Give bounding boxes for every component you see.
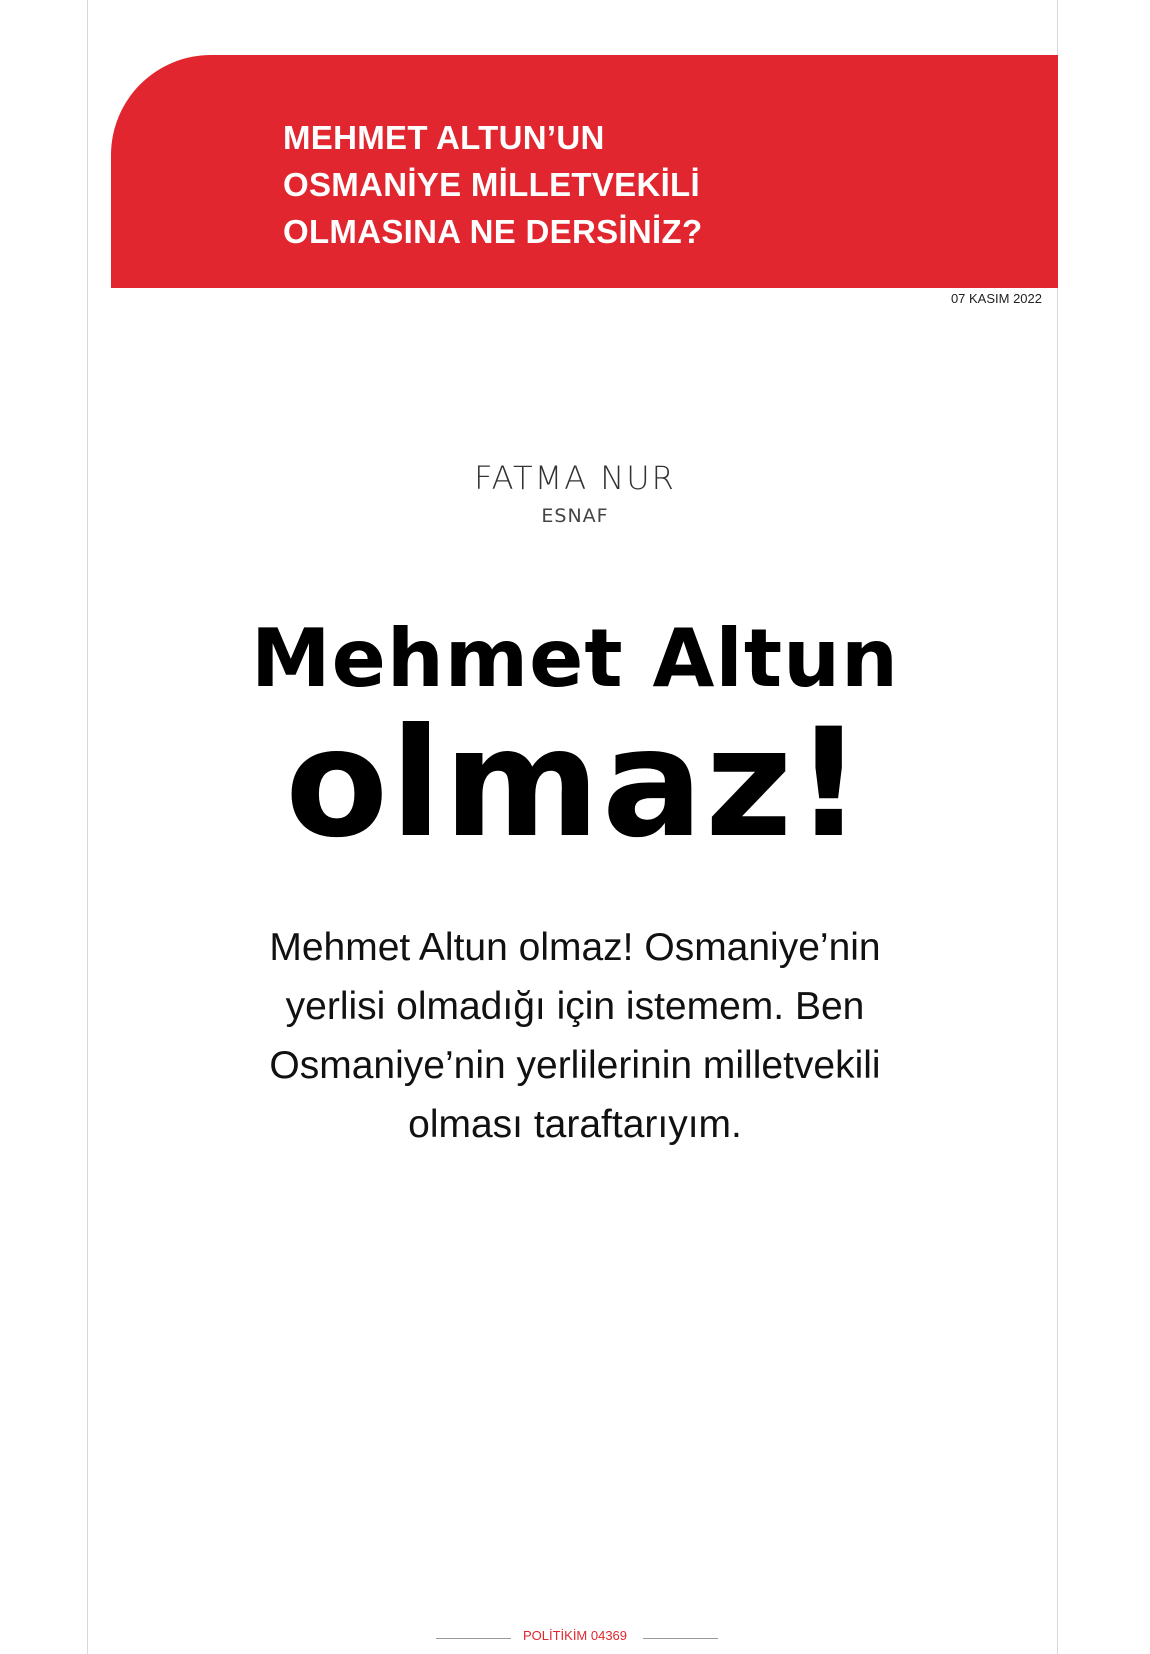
answer-quote (255, 918, 895, 1154)
headline-line-2: olmaz! (285, 697, 865, 871)
footer-divider-right (643, 1638, 718, 1639)
title-line: OSMANİYE MİLLETVEKİLİ (283, 166, 700, 203)
title-line: OLMASINA NE DERSİNİZ? (283, 213, 703, 250)
quote-line: yerlisi olmadığı için istemem. Ben (285, 985, 865, 1028)
survey-question-title (283, 114, 923, 255)
quote-line: Mehmet Altun olmaz! Osmaniye’nin (269, 926, 881, 969)
headline-line-1: Mehmet Altun (250, 612, 899, 705)
quote-line: olması taraftarıyım. (408, 1103, 742, 1146)
publish-date: 07 KASIM 2022 (950, 291, 1042, 306)
respondent-role: ESNAF (541, 505, 609, 527)
quote-line: Osmaniye’nin yerlilerinin milletvekili (269, 1044, 881, 1087)
footer-code: POLİTİKİM 04369 (522, 1628, 628, 1643)
respondent-name: FATMA NUR (474, 459, 676, 497)
title-line: MEHMET ALTUN’UN (283, 119, 605, 156)
footer (0, 1628, 1150, 1648)
answer-headline (0, 612, 1150, 871)
